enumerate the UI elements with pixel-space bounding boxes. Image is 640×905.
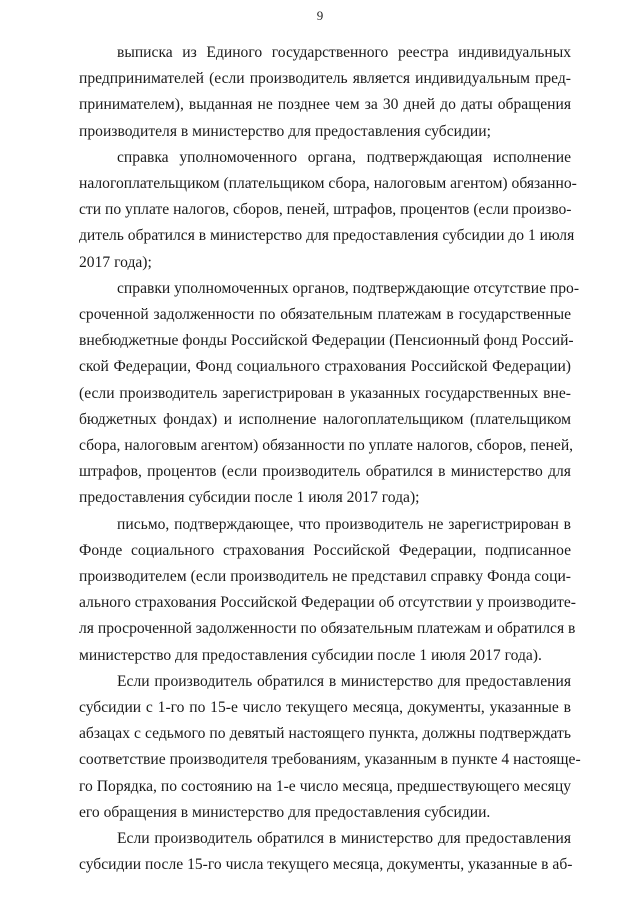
paragraph-line: принимателем), выданная не позднее чем за 30 дней до даты обращения — [79, 96, 571, 114]
paragraph-line: министерство для предоставления субсидии после 1 июля 2017 года). — [79, 646, 542, 664]
paragraph-line: ального страхования Российской Федерации об отсутствии у производите- — [79, 594, 576, 612]
paragraph-line: 2017 года); — [79, 253, 152, 271]
paragraph-line: справка уполномоченного органа, подтверждающая исполнение — [117, 148, 571, 166]
page-number: 9 — [316, 8, 324, 23]
paragraph-line: внебюджетные фонды Российской Федерации (Пенсионный фонд Россий- — [79, 332, 574, 350]
paragraph-line: бюджетных фондах) и исполнение налогоплательщиком (плательщиком — [79, 410, 571, 428]
paragraph-line: ской Федерации, Фонд социального страхования Российской Федерации) — [79, 358, 571, 376]
paragraph-line: субсидии с 1-го по 15-е число текущего месяца, документы, указанные в — [79, 699, 571, 717]
paragraph — [79, 145, 577, 276]
paragraph-line: его обращения в министерство для предоставления субсидии. — [79, 803, 491, 821]
paragraph-line: соответствие производителя требованиям, указанным в пункте 4 настояще- — [79, 751, 581, 769]
paragraph-line: субсидии после 15-го числа текущего месяца, документы, указанные в аб- — [79, 856, 573, 874]
paragraph-line: Если производитель обратился в министерство для предоставления — [117, 672, 571, 690]
paragraph — [79, 40, 571, 145]
paragraph-line: (если производитель зарегистрирован в указанных государственных вне- — [79, 384, 571, 402]
paragraph-line: справки уполномоченных органов, подтверждающие отсутствие про- — [117, 279, 580, 297]
paragraph-line: абзацах с седьмого по девятый настоящего пункта, должны подтверждать — [79, 725, 571, 743]
paragraph-line: сбора, налоговым агентом) обязанности по уплате налогов, сборов, пеней, — [79, 437, 574, 455]
paragraph-line: выписка из Единого государственного реестра индивидуальных — [117, 44, 571, 61]
paragraph-line: штрафов, процентов (если производитель обратился в министерство для — [79, 463, 571, 481]
paragraph-line: дитель обратился в министерство для предоставления субсидии до 1 июля — [79, 227, 575, 245]
paragraph — [79, 276, 580, 512]
paragraph — [79, 512, 576, 669]
paragraph-line: письмо, подтверждающее, что производитель не зарегистрирован в — [117, 515, 571, 533]
paragraph-line: ля просроченной задолженности по обязательным платежам и обратился в — [79, 620, 576, 638]
paragraph-line: предпринимателей (если производитель является индивидуальным пред- — [79, 70, 571, 88]
paragraph — [79, 826, 571, 878]
paragraph-line: производителем (если производитель не представил справку Фонда соци- — [79, 568, 571, 586]
paragraph-line: производителя в министерство для предоставления субсидии; — [79, 122, 491, 140]
paragraph-line: го Порядка, по состоянию на 1-е число месяца, предшествующего месяцу — [79, 777, 571, 795]
document-body — [79, 40, 581, 879]
paragraph-line: сти по уплате налогов, сборов, пеней, штрафов, процентов (если произво- — [79, 201, 572, 219]
paragraph-line: предоставления субсидии после 1 июля 2017 года); — [79, 489, 420, 507]
paragraph-line: Фонде социального страхования Российской Федерации, подписанное — [79, 541, 571, 559]
paragraph-line: Если производитель обратился в министерство для предоставления — [117, 830, 571, 848]
paragraph-line: сроченной задолженности по обязательным платежам в государственные — [79, 306, 571, 324]
paragraph-line: налогоплательщиком (плательщиком сбора, налоговым агентом) обязанно- — [79, 175, 577, 193]
paragraph — [79, 669, 581, 826]
